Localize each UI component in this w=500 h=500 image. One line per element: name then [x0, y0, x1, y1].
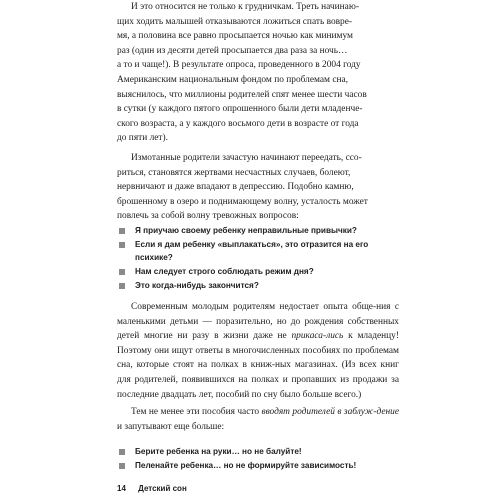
paragraph-text: Тем не менее эти пособия часто — [131, 407, 262, 417]
paragraph-line: а то и чаще!). В результате опроса, проведенного в 2004 году — [117, 60, 361, 71]
list-item-text: Если я дам ребенку «выплакаться», это отразится на его психике? — [135, 239, 369, 262]
page-footer — [117, 484, 187, 493]
paragraph-text: к младенцу! Поэтому они ищут ответы в многочисленных пособиях по проблемам сна, которые стоят на полках в книж-ных магазинах. (Из всех книг для родителей, появившихся на полках и пропавших из продажи за последние двадцать лет, пособий по сну было больше всего.) — [117, 331, 399, 400]
list-item — [117, 460, 399, 473]
paragraph-text: и запутывают еще больше: — [117, 421, 225, 432]
paragraph-line: выяснилось, что миллионы родителей спят менее шести часов — [117, 89, 367, 100]
list-item — [117, 266, 399, 279]
paragraph-italic-text: вводят родителей в заблуж-дение — [261, 407, 399, 417]
list-item — [117, 239, 399, 265]
paragraph-text: Современным молодым родителям недостает опыта обще-ния с маленькими детьми — поразительно, но до рождения собственных детей многие ни разу в жизни даже не — [117, 302, 399, 342]
square-bullet-icon — [119, 463, 125, 469]
running-title: Детский сон — [138, 484, 187, 493]
paragraph-line: И это относится не только к грудничкам. Треть начинаю- — [131, 2, 359, 12]
square-bullet-icon — [119, 449, 125, 455]
paragraph-line: Измотанные родители зачастую начинают переедать, ссо- — [131, 153, 362, 163]
paragraph-line: брошенному в озеро и поднимающему волну, усталость может — [117, 196, 368, 207]
paragraph-italic-text: прикаса-лись — [291, 331, 344, 342]
square-bullet-icon — [119, 269, 125, 275]
square-bullet-icon — [119, 242, 125, 248]
paragraph-line: ского возраста, а у каждого восьмого дети в возрасте от года — [117, 118, 359, 129]
bullet-list-questions — [117, 225, 399, 294]
list-item — [117, 225, 399, 238]
page-number: 14 — [117, 484, 126, 493]
list-item-text: Берите ребенка на руки… но не балуйте! — [135, 447, 302, 456]
paragraph-tired-parents — [117, 151, 399, 224]
list-item — [117, 446, 399, 459]
paragraph-line: раз (один из десяти детей просыпается два раза за ночь… — [117, 45, 348, 56]
paragraph-line: повлечь за собой волну тревожных вопросов: — [117, 211, 299, 222]
square-bullet-icon — [119, 228, 125, 234]
paragraph-line: в сутки (у каждого пятого опрошенного были дети младенче- — [117, 104, 363, 115]
paragraph-line: до пяти лет). — [117, 133, 168, 144]
bullet-list-advice — [117, 446, 399, 474]
list-item-text: Это когда-нибудь закончится? — [135, 280, 259, 290]
list-item-text: Пеленайте ребенка… но не формируйте зависимость! — [135, 460, 357, 470]
list-item-text: Я приучаю своему ребенку неправильные привычки? — [135, 226, 357, 235]
paragraph-intro — [117, 0, 399, 146]
paragraph-line: Американским национальным фондом по проблемам сна, — [117, 74, 349, 85]
paragraph-young-parents — [117, 300, 399, 402]
paragraph-manuals — [117, 405, 399, 434]
square-bullet-icon — [119, 283, 125, 289]
paragraph-line: нервничают и даже впадают в депрессию. Подобно камню, — [117, 182, 354, 193]
paragraph-line: щих ходить малышей отказываются ложиться спать вовре- — [117, 16, 353, 27]
paragraph-line: мя, а половина все равно просыпается ночью как минимум — [117, 31, 353, 42]
paragraph-line: риться, становятся жертвами несчастных случаев, болеют, — [117, 167, 351, 178]
list-item — [117, 280, 399, 293]
list-item-text: Нам следует строго соблюдать режим дня? — [135, 266, 314, 276]
